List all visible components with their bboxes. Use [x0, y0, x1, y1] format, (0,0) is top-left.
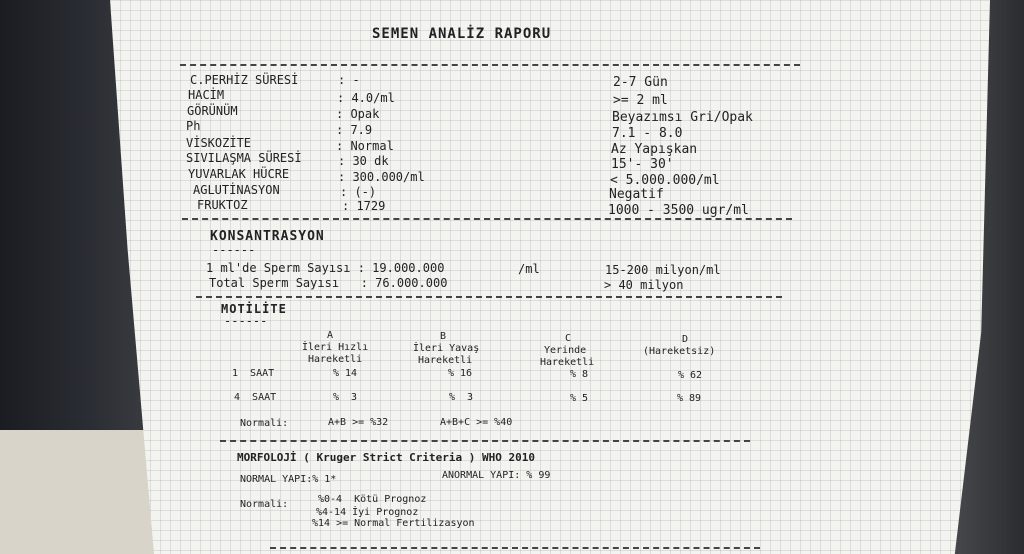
- divider: [180, 64, 800, 66]
- param-value: : 7.9: [336, 123, 373, 137]
- param-ref: >= 2 ml: [613, 93, 668, 108]
- param-ref: 2-7 Gün: [613, 75, 668, 90]
- sperm-count-row: 1 ml'de Sperm Sayısı : 19.000.000: [206, 261, 445, 275]
- param-value: : 300.000/ml: [338, 170, 425, 184]
- row-value-d: % 89: [677, 393, 702, 404]
- divider: [196, 296, 782, 298]
- param-value: : 30 dk: [338, 154, 389, 168]
- morfoloji-normali-label: Normali:: [240, 499, 289, 510]
- section-heading-morfoloji: MORFOLOJİ ( Kruger Strict Criteria ) WHO 2010: [237, 451, 536, 464]
- param-name: C.PERHİZ SÜRESİ: [190, 73, 299, 87]
- param-ref: Az Yapışkan: [611, 142, 698, 157]
- row-label: 1 SAAT: [232, 368, 275, 379]
- row-value-b: % 3: [449, 392, 474, 403]
- col-b-letter: B: [440, 331, 447, 342]
- divider: [270, 547, 760, 549]
- total-sperm-ref: > 40 milyon: [604, 278, 684, 292]
- row-value-b: % 16: [448, 368, 473, 379]
- param-value: : -: [338, 73, 360, 87]
- col-a-letter: A: [327, 330, 334, 341]
- divider: [220, 440, 750, 442]
- heading-underline: ------: [212, 243, 256, 257]
- param-ref: 1000 - 3500 ugr/ml: [608, 203, 749, 218]
- row-value-c: % 5: [570, 393, 589, 404]
- col-b-label: İleri Yavaş: [413, 343, 480, 354]
- col-d-label: (Hareketsiz): [643, 346, 716, 357]
- row-label: 4 SAAT: [234, 392, 277, 403]
- param-name: SIVILAŞMA SÜRESİ: [186, 151, 302, 165]
- normali-abc: A+B+C >= %40: [440, 417, 513, 428]
- col-c-label: Hareketli: [540, 357, 595, 368]
- prognoz-line: %14 >= Normal Fertilizasyon: [312, 518, 475, 529]
- normali-ab: A+B >= %32: [328, 417, 389, 428]
- param-ref: Negatif: [609, 187, 664, 202]
- anormal-yapi: ANORMAL YAPI: % 99: [442, 470, 551, 481]
- param-ref: < 5.000.000/ml: [610, 173, 720, 188]
- row-value-c: % 8: [570, 369, 589, 380]
- sperm-count-unit: /ml: [518, 262, 540, 276]
- row-value-d: % 62: [678, 370, 703, 381]
- col-d-letter: D: [682, 334, 689, 345]
- param-value: : Normal: [336, 139, 394, 153]
- report-title: SEMEN ANALİZ RAPORU: [372, 26, 552, 42]
- param-name: VİSKOZİTE: [186, 136, 252, 150]
- param-value: : 1729: [342, 199, 386, 213]
- col-c-letter: C: [565, 333, 572, 344]
- col-a-label: İleri Hızlı: [302, 342, 369, 353]
- param-name: GÖRÜNÜM: [187, 104, 238, 118]
- param-value: : (-): [340, 185, 377, 199]
- row-value-a: % 14: [333, 368, 358, 379]
- param-name: YUVARLAK HÜCRE: [188, 167, 290, 181]
- param-ref: Beyazımsı Gri/Opak: [612, 110, 753, 125]
- section-heading-motilite: MOTİLİTE: [221, 302, 287, 316]
- param-name: HACİM: [188, 88, 225, 102]
- section-heading-konsantrasyon: KONSANTRASYON: [210, 229, 325, 244]
- param-name: AGLUTİNASYON: [193, 183, 280, 197]
- total-sperm-row: Total Sperm Sayısı : 76.000.000: [209, 276, 448, 290]
- normali-label: Normali:: [240, 418, 289, 429]
- param-value: : Opak: [336, 107, 380, 121]
- row-value-a: % 3: [333, 392, 358, 403]
- sperm-count-ref: 15-200 milyon/ml: [605, 263, 721, 277]
- normal-yapi: NORMAL YAPI:% 1*: [240, 474, 337, 485]
- col-b-label: Hareketli: [418, 355, 473, 366]
- divider: [182, 218, 792, 220]
- prognoz-line: %0-4 Kötü Prognoz: [318, 494, 427, 505]
- param-name: FRUKTOZ: [197, 198, 248, 212]
- col-a-label: Hareketli: [308, 354, 363, 365]
- param-value: : 4.0/ml: [337, 91, 395, 105]
- col-c-label: Yerinde: [544, 345, 587, 356]
- param-ref: 15'- 30': [611, 157, 674, 172]
- param-name: Ph: [186, 119, 201, 133]
- param-ref: 7.1 - 8.0: [612, 126, 683, 141]
- heading-underline: ------: [224, 314, 268, 328]
- prognoz-line: %4-14 İyi Prognoz: [316, 507, 419, 518]
